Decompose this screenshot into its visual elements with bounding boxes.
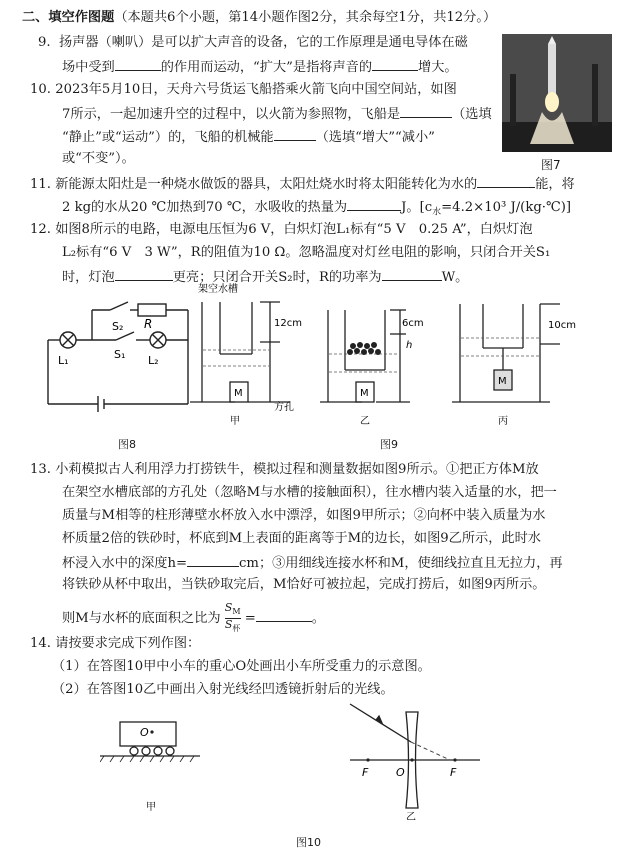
q10-text2b: （选填 <box>452 107 492 122</box>
fig9-m-a: M <box>234 388 243 399</box>
q13-line6: 将铁砂从杯中取出，当铁砂取完后，M恰好可被拉起，完成打捞后，如图9丙所示。 <box>62 577 546 592</box>
q13-text7a: 则M与水杯的底面积之比为 <box>62 611 221 627</box>
section-header <box>22 10 496 26</box>
fig10-f-left: F <box>362 766 369 779</box>
fig9-tank-label: 架空水槽 <box>198 284 238 295</box>
q10-blank1[interactable] <box>400 105 452 118</box>
q9-line1 <box>38 35 468 51</box>
q13-line5 <box>62 554 563 572</box>
fig8-s2-label: S₂ <box>112 320 124 333</box>
frac-bot-sub: 杯 <box>232 624 241 634</box>
fig10-f-right: F <box>450 766 457 779</box>
q13-text1: 小莉模拟古人利用浮力打捞铁牛，模拟过程和测量数据如图9所示。①把正方体M放 <box>55 462 539 477</box>
q9-number: 9. <box>38 35 51 50</box>
fig9-d3: 10cm <box>548 320 576 331</box>
q9-text2a: 场中受到 <box>62 60 115 75</box>
frac-top-sub: M <box>232 607 241 617</box>
section-note: （本题共6个小题，第14小题作图2分，其余每空1分，共12分。） <box>114 10 497 25</box>
q13-text5b: cm；③用细线连接水杯和M，使细线拉直且无拉力，再 <box>239 556 563 571</box>
q9-text1: 扬声器（喇叭）是可以扩大声音的设备，它的工作原理是通电导体在磁 <box>58 35 468 50</box>
q10-text3b: （选填“增大”“减小” <box>315 130 435 145</box>
q9-blank1[interactable] <box>115 58 161 71</box>
q13-line2: 在架空水槽底部的方孔处（忽略M与水槽的接触面积），往水槽内装入适量的水，把一 <box>62 485 557 500</box>
q14-line1 <box>30 636 200 652</box>
q13-text7c: 。 <box>311 611 325 627</box>
q10-line2 <box>62 105 492 123</box>
q12-text1: 如图8所示的电路，电源电压恒为6 V，白炽灯泡L₁标有“5 V 0.25 A”，白炽灯泡 <box>55 222 533 237</box>
q11-sub: 水 <box>432 207 442 218</box>
fig9-m-c: M <box>498 376 507 387</box>
fig9-hole: 方孔 <box>274 402 294 413</box>
q11-text2b: J。[c <box>401 200 433 215</box>
q10-text1: 2023年5月10日，天舟六号货运飞船搭乘火箭飞向中国空间站，如图 <box>55 82 457 97</box>
q13-line1 <box>30 462 539 478</box>
q10-blank2[interactable] <box>274 128 316 141</box>
q12-number: 12. <box>30 222 51 237</box>
q13-fraction <box>225 602 241 635</box>
q10-line4: 或“不变”）。 <box>62 151 135 166</box>
fig8-circuit <box>38 300 208 420</box>
fig9-m-b: M <box>360 388 369 399</box>
q9-blank2[interactable] <box>372 58 418 71</box>
q14-line3: （2）在答图10乙中画出入射光线经凹透镜折射后的光线。 <box>52 682 394 697</box>
fig10-b: 乙 <box>406 812 416 820</box>
fig8-r-label: R <box>144 317 153 331</box>
fig10-caption: 图10 <box>296 836 321 849</box>
fig9-caption: 图9 <box>380 438 398 451</box>
q13-text7b: = <box>244 611 256 627</box>
section-title: 二、填空作图题 <box>22 10 115 25</box>
q13-text5a: 杯浸入水中的深度h= <box>62 556 188 571</box>
q11-blank2[interactable] <box>347 198 401 211</box>
q10-text3a: “静止”或“运动”）的，飞船的机械能 <box>62 130 274 145</box>
q13-line7 <box>62 602 325 635</box>
frac-bot: S <box>224 618 233 632</box>
fig10-o-lens: O <box>396 766 405 779</box>
q14-text1: 请按要求完成下列作图： <box>55 636 201 651</box>
fig9-h: h <box>406 340 413 351</box>
q12-text3c: W。 <box>441 270 469 285</box>
q13-number: 13. <box>30 462 51 477</box>
q11-text1a: 新能源太阳灶是一种烧水做饭的器具，太阳灶烧水时将太阳能转化为水的 <box>55 177 478 192</box>
q10-number: 10. <box>30 82 51 97</box>
fig9-c: 丙 <box>498 416 508 427</box>
cart-icon <box>100 722 200 756</box>
q12-line2: L₂标有“6 V 3 W”，R的阻值为10 Ω。忽略温度对灯丝电阻的影响，只闭合开关S₁ <box>62 245 551 260</box>
q9-text2c: 增大。 <box>418 60 458 75</box>
rocket-icon <box>502 34 612 152</box>
fig8-caption: 图8 <box>118 438 136 451</box>
q11-text2c: =4.2×10³ J/(kg·℃)] <box>441 200 571 215</box>
frac-top: S <box>224 601 233 614</box>
q13-line4: 杯质量2倍的铁砂时，杯底到M上表面的距离等于M的边长，如图9乙所示，此时水 <box>62 531 541 546</box>
fig9-d1: 12cm <box>274 318 302 329</box>
fig9-d2: 6cm <box>402 318 424 329</box>
q12-text3b: 更亮；只闭合开关S₂时，R的功率为 <box>172 270 382 285</box>
q11-text1b: 能，将 <box>535 177 575 192</box>
rocket-launch-photo <box>502 34 612 152</box>
concave-lens-icon <box>350 704 480 808</box>
q11-line1 <box>30 175 575 193</box>
q13-blank2[interactable] <box>256 609 312 622</box>
q14-number: 14. <box>30 636 51 651</box>
q14-line2: （1）在答图10甲中小车的重心O处画出小车所受重力的示意图。 <box>52 659 431 674</box>
q11-text2a: 2 kg的水从20 ℃加热到70 ℃，水吸收的热量为 <box>62 200 348 215</box>
fig7-caption: 图7 <box>541 158 561 172</box>
fig8-l1-label: L₁ <box>58 354 69 367</box>
q10-line3 <box>62 128 435 146</box>
q13-blank1[interactable] <box>187 554 239 567</box>
fig9-diagram <box>190 282 590 432</box>
q9-text2b: 的作用而运动，“扩大”是指将声音的 <box>160 60 373 75</box>
fig10-diagram <box>100 700 520 820</box>
fig9-b: 乙 <box>360 416 370 427</box>
q11-line2 <box>62 198 571 221</box>
q10-text2: 7所示，一起加速升空的过程中，以火箭为参照物，飞船是 <box>62 107 401 122</box>
q12-line1 <box>30 222 533 238</box>
q11-number: 11. <box>30 177 51 192</box>
fig10-a: 甲 <box>146 802 156 813</box>
q12-blank1[interactable] <box>115 268 173 281</box>
fig9-a: 甲 <box>230 416 240 427</box>
q11-blank1[interactable] <box>477 175 535 188</box>
fig8-s1-label: S₁ <box>114 348 126 361</box>
fig8-l2-label: L₂ <box>148 354 159 367</box>
q13-line3: 质量与M相等的柱形薄壁水杯放入水中漂浮，如图9甲所示；②向杯中装入质量为水 <box>62 508 546 523</box>
q12-blank2[interactable] <box>382 268 442 281</box>
q12-text3a: 时，灯泡 <box>62 270 115 285</box>
fig10-o-cart: O <box>140 726 149 739</box>
q9-line2 <box>62 58 458 76</box>
q10-line1 <box>30 82 457 98</box>
